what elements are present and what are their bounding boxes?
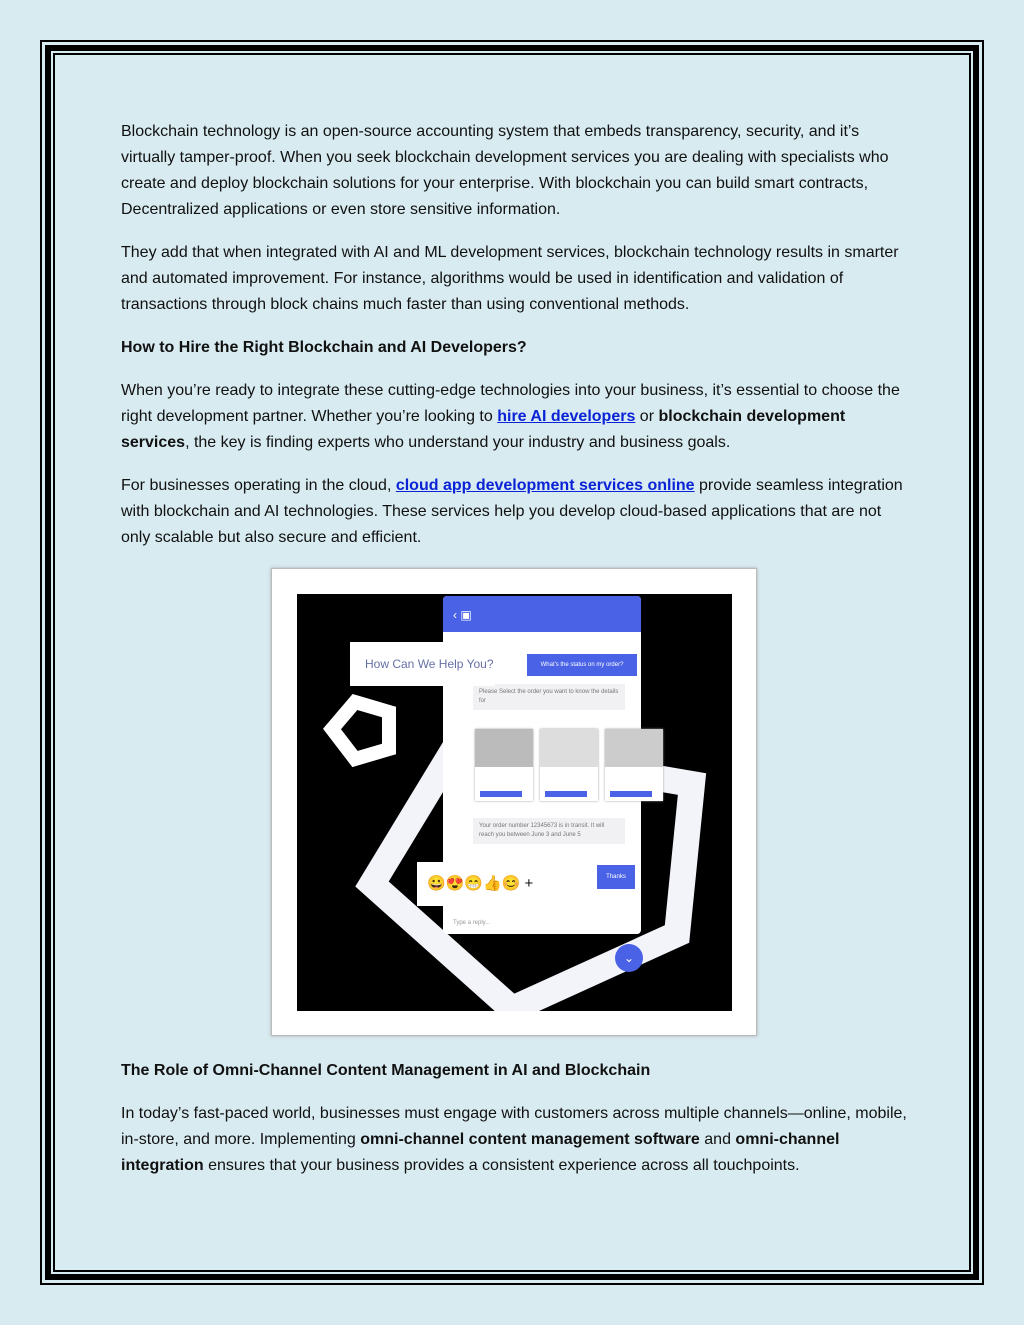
illustration-scene: [297, 594, 732, 1011]
thanks-button: Thanks: [597, 865, 635, 889]
paragraph-omni-channel: [121, 1101, 911, 1179]
text: , the key is finding experts who understand your industry and business goals.: [185, 434, 731, 451]
chat-bubble: Your order number 12345673 is in transit. It will reach you between June 3 and June 5: [473, 818, 625, 844]
product-card: [475, 729, 533, 801]
text: When you’re ready to integrate these cutting-edge technologies into your business, it’s essential to choose the right development partner. Whether you’re looking to: [121, 382, 900, 425]
chatbot-illustration: [271, 568, 757, 1036]
chat-bubble: Please Select the order you want to know the details for: [473, 684, 625, 710]
heading-hire: How to Hire the Right Blockchain and AI Developers?: [121, 339, 527, 356]
paragraph-intro: Blockchain technology is an open-source accounting system that embeds transparency, security, and it’s virtually tamper-proof. When you seek blockchain development services you are dealing with specialists who create and deploy blockchain solutions for your enterprise. With blockchain you can build smart contracts, Decentralized applications or even store sensitive information.: [121, 123, 889, 218]
document-body: [121, 119, 911, 1196]
bold-text: omni-channel integration: [121, 1131, 840, 1174]
product-card: [540, 729, 598, 801]
text: For businesses operating in the cloud,: [121, 477, 396, 494]
paragraph-cloud: [121, 473, 911, 551]
chat-header: ‹ ▣: [443, 596, 641, 632]
text: In today’s fast-paced world, businesses must engage with customers across multiple channels—online, mobile, in-store, and more. Implementing: [121, 1105, 907, 1148]
bold-text: blockchain development services: [121, 408, 846, 451]
text: and: [699, 1131, 736, 1148]
reply-input: Type a reply...: [453, 920, 491, 926]
text: provide seamless integration with blockchain and AI technologies. These services help you develop cloud-based applications that are not only scalable but also secure and efficient.: [121, 477, 903, 546]
text: or: [635, 408, 659, 425]
bold-text: omni-channel content management software: [360, 1131, 700, 1148]
heading-omni-channel: The Role of Omni-Channel Content Management in AI and Blockchain: [121, 1062, 651, 1079]
chevron-down-icon: ⌄: [615, 944, 643, 972]
link-hire-ai-developers[interactable]: hire AI developers: [497, 408, 636, 425]
link-cloud-app-development[interactable]: cloud app development services online: [395, 477, 695, 494]
emoji-bar: 😀😍😁👍😊 +: [417, 862, 545, 906]
text: ensures that your business provides a consistent experience across all touchpoints.: [203, 1157, 800, 1174]
product-card: [605, 729, 663, 801]
status-button: What's the status on my order?: [527, 654, 637, 676]
paragraph-ai-ml: They add that when integrated with AI and ML development services, blockchain technology results in smarter and automated improvement. For instance, algorithms would be used in identification and validation of transactions through block chains much faster than using conventional methods.: [121, 244, 899, 313]
paragraph-hire: [121, 378, 911, 456]
help-banner: How Can We Help You?: [350, 642, 495, 686]
